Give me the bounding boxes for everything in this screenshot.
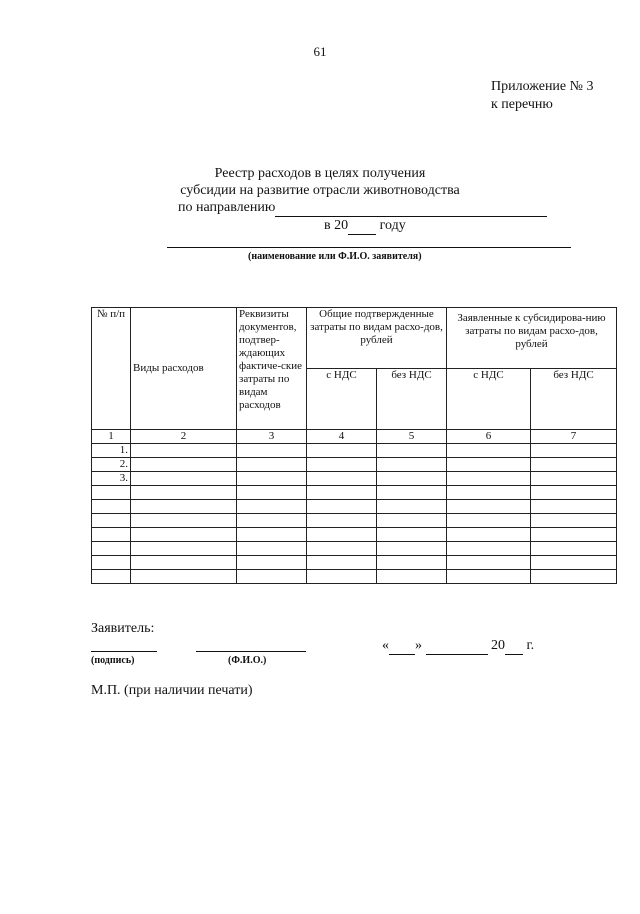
table-cell xyxy=(377,542,447,556)
date-field xyxy=(382,638,534,655)
table-cell xyxy=(377,500,447,514)
full-name-caption: (Ф.И.О.) xyxy=(228,655,267,666)
table-row xyxy=(92,458,617,472)
table-cell xyxy=(531,528,617,542)
year-blank-footer xyxy=(505,638,523,655)
table-cell xyxy=(307,570,377,584)
table-cell xyxy=(531,500,617,514)
table-cell xyxy=(307,542,377,556)
table-cell xyxy=(531,472,617,486)
appendix-line-1: Приложение № 3 xyxy=(491,79,594,94)
table-cell xyxy=(531,556,617,570)
row-number-cell: 2. xyxy=(92,458,131,472)
date-open-quote: « xyxy=(382,638,389,653)
year-blank xyxy=(348,217,376,235)
header-declared-no-vat: без НДС xyxy=(531,369,617,430)
day-blank xyxy=(389,638,415,655)
row-number-cell xyxy=(92,556,131,570)
table-cell xyxy=(307,472,377,486)
table-row xyxy=(92,486,617,500)
table-cell xyxy=(447,514,531,528)
row-number-cell xyxy=(92,542,131,556)
year-suffix-footer: г. xyxy=(526,638,535,653)
header-declared-costs: Заявленные к субсидирова-нию затраты по видам расхо-дов, рублей xyxy=(447,308,617,369)
table-row xyxy=(92,528,617,542)
direction-blank xyxy=(275,199,547,217)
applicant-name-blank xyxy=(167,247,571,248)
table-cell xyxy=(131,444,237,458)
column-number-row xyxy=(92,430,617,444)
table-cell xyxy=(307,486,377,500)
table-row xyxy=(92,542,617,556)
table-cell xyxy=(377,528,447,542)
header-documents: Реквизиты документов, подтвер-ждающих фактиче-ские затраты по видам расходов xyxy=(237,308,307,430)
table-cell xyxy=(237,528,307,542)
table-cell xyxy=(237,514,307,528)
year-prefix-footer: 20 xyxy=(491,638,505,653)
appendix-line-2: к перечню xyxy=(491,97,553,112)
table-cell xyxy=(377,472,447,486)
column-number: 7 xyxy=(531,430,617,444)
table-cell xyxy=(377,486,447,500)
appendix-heading xyxy=(491,78,594,114)
document-title-line-2: субсидии на развитие отрасли животноводства xyxy=(180,183,460,198)
table-cell xyxy=(531,570,617,584)
table-row xyxy=(92,556,617,570)
table-body xyxy=(92,444,617,584)
table-cell xyxy=(377,556,447,570)
column-number: 5 xyxy=(377,430,447,444)
document-title-line-1: Реестр расходов в целях получения xyxy=(214,166,426,181)
table-cell xyxy=(447,528,531,542)
table-cell xyxy=(531,486,617,500)
direction-line xyxy=(178,199,578,217)
table-cell xyxy=(131,486,237,500)
year-suffix: году xyxy=(379,218,406,233)
table-row xyxy=(92,472,617,486)
table-cell xyxy=(131,514,237,528)
table-cell xyxy=(237,472,307,486)
applicant-label: Заявитель: xyxy=(91,621,155,636)
table-cell xyxy=(447,542,531,556)
table-cell xyxy=(237,486,307,500)
month-blank xyxy=(426,638,488,655)
header-row-1 xyxy=(92,308,617,369)
table-cell xyxy=(237,542,307,556)
signature-blank xyxy=(91,651,157,652)
table-row xyxy=(92,500,617,514)
year-line xyxy=(324,217,524,235)
table-row xyxy=(92,514,617,528)
table-cell xyxy=(131,570,237,584)
header-confirmed-no-vat: без НДС xyxy=(377,369,447,430)
table-cell xyxy=(307,514,377,528)
table-cell xyxy=(531,444,617,458)
table-cell xyxy=(531,458,617,472)
header-confirmed-vat: с НДС xyxy=(307,369,377,430)
date-close-quote: » xyxy=(415,638,422,653)
header-confirmed-costs: Общие подтвержденные затраты по видам расхо-дов, рублей xyxy=(307,308,447,369)
table-cell xyxy=(447,500,531,514)
table-cell xyxy=(237,556,307,570)
table-cell xyxy=(447,570,531,584)
table-row xyxy=(92,570,617,584)
row-number-cell xyxy=(92,514,131,528)
table-cell xyxy=(307,556,377,570)
table-cell xyxy=(237,500,307,514)
table-cell xyxy=(237,444,307,458)
row-number-cell: 1. xyxy=(92,444,131,458)
signature-caption: (подпись) xyxy=(91,655,135,666)
table-cell xyxy=(531,514,617,528)
full-name-blank xyxy=(196,651,306,652)
table-cell xyxy=(131,528,237,542)
table-cell xyxy=(377,570,447,584)
column-number: 3 xyxy=(237,430,307,444)
table-row xyxy=(92,444,617,458)
table-cell xyxy=(307,528,377,542)
year-prefix: в 20 xyxy=(324,218,349,233)
header-expense-type: Виды расходов xyxy=(131,308,237,430)
table-cell xyxy=(447,458,531,472)
table-cell xyxy=(447,486,531,500)
expense-register-table xyxy=(91,307,617,584)
row-number-cell xyxy=(92,570,131,584)
column-number: 6 xyxy=(447,430,531,444)
row-number-cell: 3. xyxy=(92,472,131,486)
table-cell xyxy=(237,458,307,472)
direction-label: по направлению xyxy=(178,200,276,215)
row-number-cell xyxy=(92,500,131,514)
table-cell xyxy=(377,458,447,472)
table-cell xyxy=(131,458,237,472)
table-cell xyxy=(131,500,237,514)
table-cell xyxy=(307,500,377,514)
table-cell xyxy=(131,472,237,486)
table-cell xyxy=(237,570,307,584)
table-cell xyxy=(307,458,377,472)
header-declared-vat: с НДС xyxy=(447,369,531,430)
table-cell xyxy=(447,444,531,458)
table-cell xyxy=(447,556,531,570)
row-number-cell xyxy=(92,528,131,542)
header-no: № п/п xyxy=(92,308,131,430)
table-cell xyxy=(131,556,237,570)
column-number: 2 xyxy=(131,430,237,444)
row-number-cell xyxy=(92,486,131,500)
table-cell xyxy=(377,514,447,528)
column-number: 1 xyxy=(92,430,131,444)
table-cell xyxy=(447,472,531,486)
table-cell xyxy=(377,444,447,458)
applicant-name-caption: (наименование или Ф.И.О. заявителя) xyxy=(248,251,422,262)
table-cell xyxy=(307,444,377,458)
page-number: 61 xyxy=(313,44,327,59)
stamp-note: М.П. (при наличии печати) xyxy=(91,683,253,698)
column-number: 4 xyxy=(307,430,377,444)
table-cell xyxy=(131,542,237,556)
table-cell xyxy=(531,542,617,556)
